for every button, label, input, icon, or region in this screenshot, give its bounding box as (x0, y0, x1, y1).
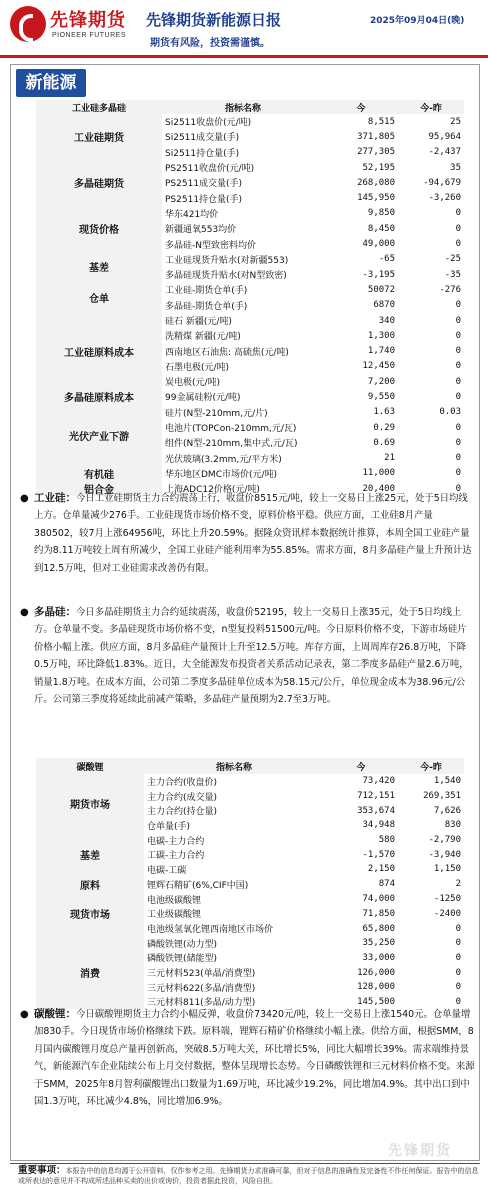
value-change-cell: 0 (455, 391, 461, 402)
value-today-cell: 128,000 (357, 982, 395, 993)
value-change-cell: -3,940 (428, 849, 461, 860)
value-change-cell: -25 (444, 254, 461, 265)
indicator-cell: PS2511持仓量(手) (165, 194, 243, 205)
value-change-cell: 7,626 (433, 805, 461, 816)
indicator-cell: 光伏玻璃(3.2mm,元/平方米) (165, 454, 282, 465)
value-change-cell: 830 (444, 820, 461, 831)
indicator-cell: 上海ADC12价格(元/吨) (165, 485, 260, 496)
table-header-cell: 指标名称 (162, 100, 324, 114)
indicator-cell: 硅石 新疆(元/吨) (165, 317, 232, 327)
table-header-cell: 今-昨 (398, 758, 464, 774)
indicator-cell: 三元材料622(多晶/消费型) (147, 983, 256, 994)
bullet-icon: ● (20, 1009, 29, 1020)
value-today-cell: 35,250 (362, 938, 395, 949)
value-today-cell: 9,550 (367, 391, 395, 402)
table-row (36, 833, 464, 848)
indicator-cell: Si2511持仓量(手) (165, 148, 240, 159)
category-cell: 铝合金 (36, 481, 162, 496)
indicator-cell: 三元材料523(单晶/消费型) (147, 969, 256, 980)
category-cell: 现货价格 (36, 206, 162, 252)
indicator-cell: 西南地区石油焦: 高硫焦(元/吨) (165, 347, 289, 358)
value-today-cell: -65 (378, 254, 395, 265)
table-row (36, 936, 464, 951)
value-today-cell: 277,305 (357, 147, 395, 158)
category-cell: 原料 (36, 877, 144, 892)
value-change-cell: -35 (444, 269, 461, 280)
indicator-cell: 多晶硅现货升贴水(对N型致密) (165, 271, 287, 282)
value-today-cell: 8,450 (367, 223, 395, 234)
indicator-cell: 电池级氢氧化锂西南地区市场价 (147, 925, 274, 936)
table-row (36, 282, 464, 297)
value-change-cell: -2,790 (428, 835, 461, 846)
value-change-cell: -2,437 (428, 147, 461, 158)
indicator-cell: PS2511收盘价(元/吨) (165, 164, 255, 175)
category-cell: 期货市场 (36, 774, 144, 833)
value-today-cell: 126,000 (357, 967, 395, 978)
value-today-cell: 73,420 (362, 776, 395, 787)
value-today-cell: 71,850 (362, 908, 395, 919)
report-date: 2025年09月04日(晚) (370, 16, 465, 26)
indicator-cell: 电池片(TOPCon-210mm,元/瓦) (165, 424, 297, 435)
value-today-cell: 33,000 (362, 952, 395, 963)
value-today-cell: 580 (378, 835, 395, 846)
indicator-cell: 硅片(N型-210mm,元/片) (165, 408, 268, 419)
indicator-cell: 华东421均价 (165, 209, 219, 220)
value-change-cell: 25 (450, 116, 461, 127)
table-row (36, 206, 464, 221)
indicator-cell: 新疆通氧553均价 (165, 225, 237, 236)
report-title: 先锋期货新能源日报 (146, 11, 282, 29)
table-row (36, 252, 464, 267)
indicator-cell: 锂辉石精矿(6%,CIF中国) (147, 880, 249, 891)
value-today-cell: 50072 (367, 284, 395, 295)
value-change-cell: 0 (455, 223, 461, 234)
silicon-data-table (36, 100, 464, 496)
indicator-cell: 炭电极(元/吨) (165, 378, 221, 389)
value-today-cell: 20,400 (362, 483, 395, 494)
disclaimer-footer (18, 1166, 480, 1186)
value-change-cell: 0 (455, 468, 461, 479)
value-today-cell: 1,300 (367, 330, 395, 341)
value-change-cell: 0 (455, 208, 461, 219)
watermark-logo-text: 先锋期货 (388, 1143, 452, 1159)
disclaimer-text: 本报告中的信息均源于公开资料，仅作参考之用。先锋期货力求准确可靠，但对于信息的准确性及完备性不作任何保证。报告中的信息或所表达的意见并不构成所述品种买卖的出价或询价，投资者据此投资，风险自担。 (18, 1167, 479, 1185)
indicator-cell: 华东地区DMC市场价(元/吨) (165, 469, 278, 480)
indicator-cell: 三元材料811(多晶/动力型) (147, 998, 256, 1009)
table-row (36, 466, 464, 481)
table-header-cell: 指标名称 (144, 758, 324, 774)
table-row (36, 389, 464, 404)
indicator-cell: 工碳-主力合约 (147, 851, 205, 862)
value-today-cell: 1.63 (373, 407, 395, 418)
value-change-cell: 0 (455, 952, 461, 963)
category-cell: 光伏产业下游 (36, 405, 162, 466)
indicator-cell: 工业硅现货升贴水(对新疆553) (165, 255, 289, 266)
category-cell: 工业硅原料成本 (36, 313, 162, 389)
table-header-cell: 碳酸锂 (36, 758, 144, 774)
value-change-cell: 35 (450, 162, 461, 173)
category-cell: 现货市场 (36, 892, 144, 936)
value-change-cell: -1250 (433, 894, 461, 905)
value-change-cell: 0 (455, 330, 461, 341)
logo-name-en: PIONEER FUTURES (52, 32, 127, 39)
table-header-cell: 今-昨 (398, 100, 464, 114)
value-today-cell: 0.69 (373, 437, 395, 448)
header-divider (0, 55, 488, 58)
table-header-row (36, 758, 464, 774)
indicator-cell: 工业硅-期货仓单(手) (165, 286, 248, 297)
value-today-cell: 7,200 (367, 376, 395, 387)
value-change-cell: 0 (455, 967, 461, 978)
indicator-cell: 仓单量(手) (147, 821, 191, 832)
value-today-cell: 2,150 (367, 864, 395, 875)
value-change-cell: 0 (455, 239, 461, 250)
indicator-cell: Si2511收盘价(元/吨) (165, 118, 252, 129)
value-change-cell: 0 (455, 982, 461, 993)
value-change-cell: 0 (455, 437, 461, 448)
value-today-cell: 11,000 (362, 468, 395, 479)
indicator-cell: 电碳-主力合约 (147, 836, 205, 847)
indicator-cell: 主力合约(成交量) (147, 792, 218, 803)
table-row (36, 774, 464, 789)
paragraph-text: 今日多晶硅期货主力合约延续震荡，收盘价52195，较上一交易日上涨35元，处于5日均线上方。仓单量不变。多晶硅现货市场价格不变，n型复投料51500元/吨。今日原料价格不变，下游市场硅片价格小幅上涨。供应方面，8月多晶硅产量预计上升至12.5万吨。库存方面，上周周库存26.8万吨，下降0.5万吨，环比降低1.83%。近日，大全能源发布投资者关系活动记录表，第二季度多晶硅产量2.6万吨，销量1.8万吨。在成本方面，公司第二季度多晶硅单位成本为58.15元/公斤，单位现金成本为38.96元/公斤。公司第三季度将延续此前减产策略，多晶硅产量预期为2.7至3万吨。 (34, 607, 469, 706)
value-change-cell: 0 (455, 938, 461, 949)
pioneer-logo-icon (10, 6, 46, 42)
value-change-cell: 0 (455, 453, 461, 464)
table-row (36, 114, 464, 129)
bullet-icon: ● (20, 607, 29, 618)
value-today-cell: 0.29 (373, 422, 395, 433)
indicator-cell: 99金属硅粉(元/吨) (165, 393, 241, 404)
category-cell: 多晶硅原料成本 (36, 389, 162, 404)
value-today-cell: 712,151 (357, 791, 395, 802)
paragraph-lead: 碳酸锂： (34, 1008, 76, 1020)
indicator-cell: 石墨电极(元/吨) (165, 362, 230, 373)
value-change-cell: 0 (455, 996, 461, 1007)
indicator-cell: 多晶硅-期货仓单(手) (165, 301, 248, 312)
value-change-cell: -94,679 (423, 177, 461, 188)
category-cell: 基差 (36, 252, 162, 283)
indicator-cell: 工业级碳酸锂 (147, 910, 202, 921)
value-today-cell: 9,850 (367, 208, 395, 219)
category-cell: 基差 (36, 833, 144, 877)
paragraph-text: 今日工业硅期货主力合约震荡上行，收盘价8515元/吨，较上一交易日上涨25元，处于5日均线上方。仓单量减少276手。工业硅现货市场价格不变，原料价格平稳。供应方面，工业硅8月产量380502，较7月上涨64956吨，环比上升20.59%。据隆众资讯样本数据统计推算，本周全国工业硅产量约为8.11万吨较上周有所减少，全国工业硅产能利用率为55.85%。需求方面，8月多晶硅产量上升预计达到12.5万吨，但对工业硅需求改善仍有限。 (34, 493, 472, 574)
value-change-cell: 0 (455, 315, 461, 326)
indicator-cell: 组件(N型-210mm,集中式,元/瓦) (165, 439, 298, 450)
value-today-cell: 52,195 (362, 162, 395, 173)
category-cell: 多晶硅期货 (36, 160, 162, 206)
footer-divider (10, 1163, 480, 1164)
value-change-cell: 0.03 (439, 407, 461, 418)
value-change-cell: 0 (455, 361, 461, 372)
paragraph-industrial-silicon (20, 490, 476, 577)
indicator-cell: 主力合约(收盘价) (147, 777, 218, 788)
value-today-cell: 49,000 (362, 239, 395, 250)
value-today-cell: 145,500 (357, 996, 395, 1007)
paragraph-lead: 多晶硅： (34, 606, 76, 618)
value-change-cell: -3,260 (428, 193, 461, 204)
table-header-row (36, 100, 464, 114)
indicator-cell: 磷酸铁锂(储能型) (147, 954, 218, 965)
value-today-cell: 340 (378, 315, 395, 326)
value-today-cell: 65,800 (362, 923, 395, 934)
value-change-cell: 0 (455, 483, 461, 494)
value-today-cell: -1,570 (362, 849, 395, 860)
value-today-cell: 874 (378, 879, 395, 890)
category-cell: 消费 (36, 936, 144, 1009)
category-cell: 工业硅期货 (36, 114, 162, 160)
value-today-cell: 1,740 (367, 346, 395, 357)
indicator-cell: Si2511成交量(手) (165, 133, 240, 144)
risk-slogan: 期货有风险，投资需谨慎。 (150, 38, 270, 49)
disclaimer-lead: 重要事项： (18, 1165, 66, 1176)
value-today-cell: -3,195 (362, 269, 395, 280)
indicator-cell: 电池级碳酸锂 (147, 895, 202, 906)
value-today-cell: 12,450 (362, 361, 395, 372)
category-cell: 仓单 (36, 282, 162, 313)
value-today-cell: 21 (384, 453, 395, 464)
value-change-cell: 95,964 (428, 131, 461, 142)
paragraph-text: 今日碳酸锂期货主力合约小幅反弹，收盘价73420元/吨，较上一交易日上涨1540元。仓单量增加830手。今日现货市场价格继续下跌。原料端，锂辉石精矿价格继续小幅上涨。供给方面，根据SMM，8月国内碳酸锂月度总产量再创新高，突破8.5万吨大关，环比增长5%，同比大幅增长39%。需求端维持景气，新能源汽车企业陆续公布上月交付数据，整体呈现增长态势。今日磷酸铁锂和三元材料价格不变。来源于SMM，2025年8月智利碳酸锂出口数量为1.69万吨，环比减少19.2%，同比增加4.9%。其中出口到中国1.3万吨，环比减少4.8%，同比增加6.9%。 (34, 1009, 475, 1108)
paragraph-polysilicon (20, 604, 476, 708)
value-change-cell: 269,351 (423, 791, 461, 802)
report-header (0, 0, 488, 58)
lithium-data-table (36, 758, 464, 1009)
value-change-cell: -2400 (433, 908, 461, 919)
value-change-cell: 2 (455, 879, 461, 890)
value-change-cell: 0 (455, 376, 461, 387)
value-today-cell: 6870 (373, 300, 395, 311)
table-row (36, 313, 464, 328)
value-change-cell: 0 (455, 923, 461, 934)
table-row (36, 405, 464, 420)
table-row (36, 877, 464, 892)
table-row (36, 160, 464, 175)
value-today-cell: 371,805 (357, 131, 395, 142)
value-change-cell: 1,150 (433, 864, 461, 875)
indicator-cell: 洗精煤 新疆(元/吨) (165, 332, 241, 343)
table-row (36, 892, 464, 907)
value-change-cell: 0 (455, 300, 461, 311)
value-today-cell: 145,950 (357, 193, 395, 204)
indicator-cell: PS2511成交量(手) (165, 179, 243, 190)
indicator-cell: 磷酸铁锂(动力型) (147, 939, 218, 950)
value-today-cell: 268,080 (357, 177, 395, 188)
table-header-cell: 今 (324, 758, 398, 774)
value-today-cell: 8,515 (367, 116, 395, 127)
value-change-cell: 0 (455, 346, 461, 357)
paragraph-lead: 工业硅： (34, 492, 76, 504)
category-cell: 有机硅 (36, 466, 162, 481)
table-header-cell: 工业硅多晶硅 (36, 100, 162, 114)
bullet-icon: ● (20, 493, 29, 504)
indicator-cell: 多晶硅-N型致密料均价 (165, 240, 256, 251)
paragraph-lithium-carbonate (20, 1006, 476, 1110)
table-header-cell: 今 (324, 100, 398, 114)
value-change-cell: 0 (455, 422, 461, 433)
indicator-cell: 主力合约(持仓量) (147, 807, 218, 818)
indicator-cell: 电碳-工碳 (147, 865, 187, 876)
logo-name-cn: 先锋期货 (50, 10, 126, 31)
section-tag-new-energy: 新能源 (16, 69, 86, 97)
value-change-cell: 1,540 (433, 776, 461, 787)
value-today-cell: 34,948 (362, 820, 395, 831)
value-change-cell: -276 (439, 284, 461, 295)
value-today-cell: 74,000 (362, 894, 395, 905)
value-today-cell: 353,674 (357, 805, 395, 816)
